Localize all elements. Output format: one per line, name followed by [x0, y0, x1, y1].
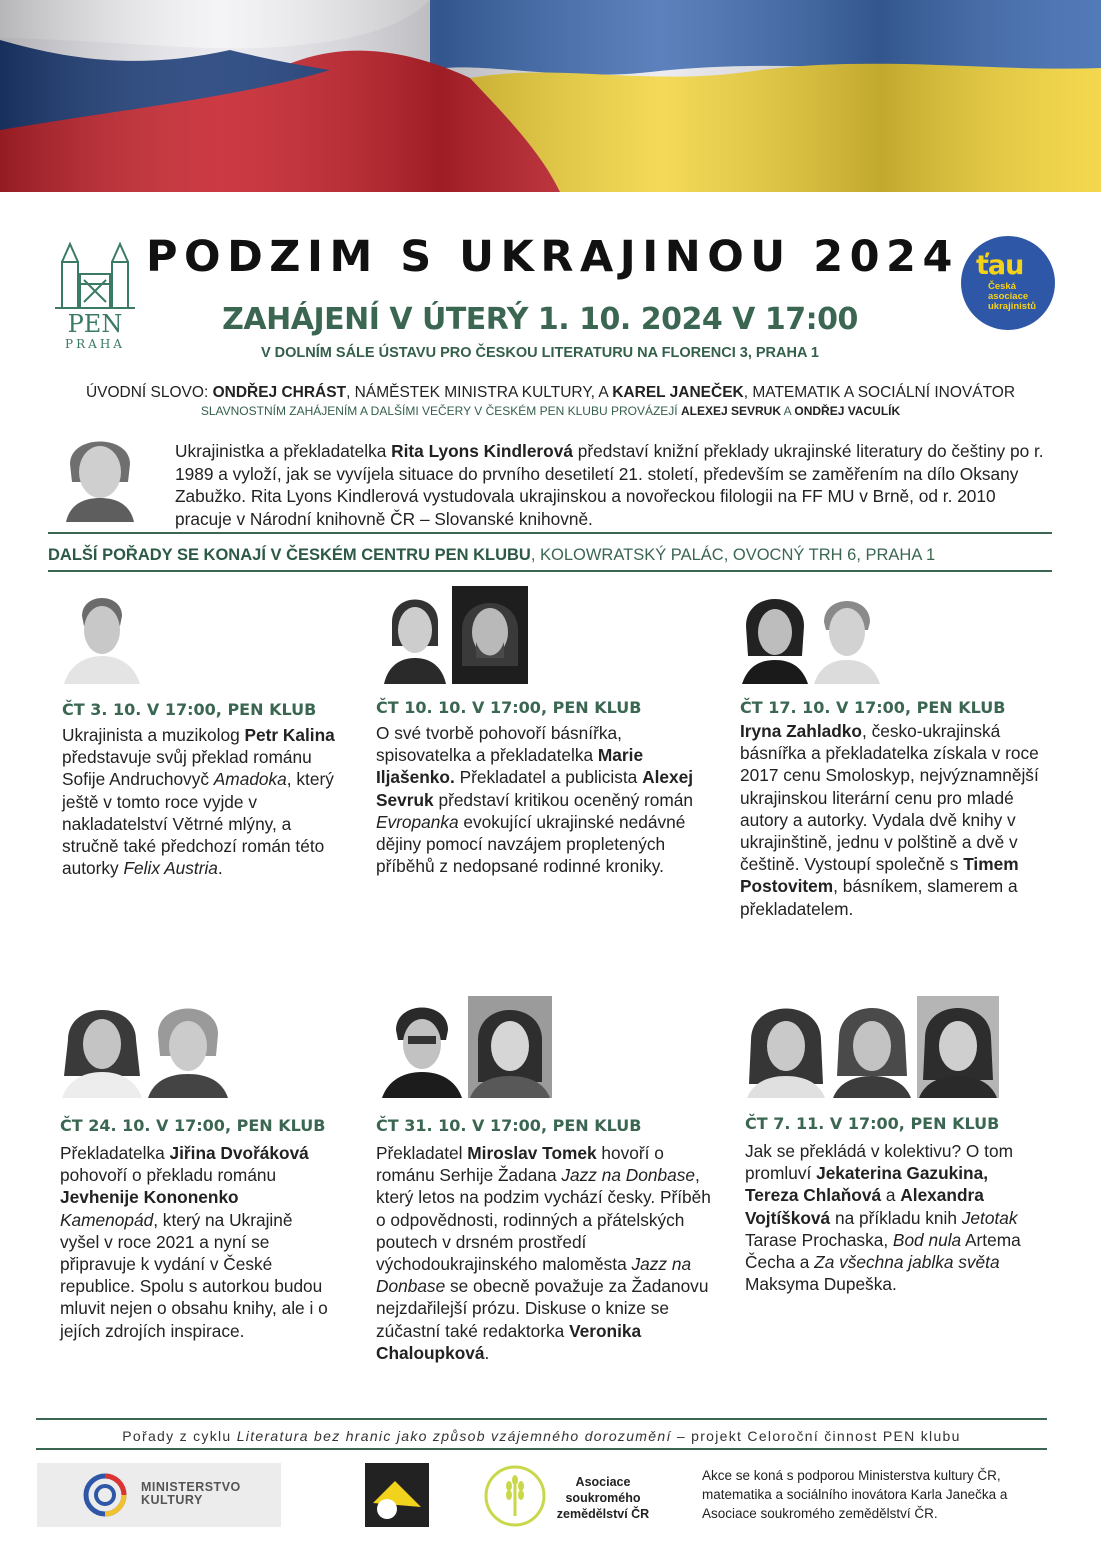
rita-name: Rita Lyons Kindlerová: [391, 441, 573, 461]
event-photos: [60, 996, 360, 1094]
pen-logo-graphic: [50, 234, 140, 352]
tau-association-logo: [961, 236, 1055, 330]
event-description: Překladatel Miroslav Tomek hovoří o románu Serhije Žadana Jazz na Donbase, který letos na podzim vychází česky. Příběh o odpovědnosti, rodinných a přátelských poutech v drsném prostředí východoukrajinského maloměsta Jazz na Donbase se obecně považuje za Žadanovu nejzdařilejší prózu. Diskuse o knize se zúčastní také redaktorka Veronika Chaloupková.: [376, 1143, 711, 1363]
portrait-photo: [380, 586, 450, 684]
intro-hosts-line: SLAVNOSTNÍM ZAHÁJENÍM A DALŠÍMI VEČERY V ČESKÉM PEN KLUBU PROVÁZEJÍ ALEXEJ SEVRUK A ONDŘEJ VACULÍK: [200, 404, 901, 418]
host-name: ONDŘEJ VACULÍK: [794, 404, 901, 418]
portrait-photo: [452, 586, 528, 684]
portrait-photo: [62, 424, 138, 522]
agriculture-association-name: Asociace soukromého zemědělství ČR: [556, 1475, 650, 1521]
event-description: Iryna Zahladko, česko-ukrajinská básnířka a překladatelka získala v roce 2017 cenu Smoloskyp, nejvýznamnější ukrajinskou literární cenu pro mladé autory a autorky. Vydala dvě knihy v ukrajinštině, jednu v polštině a dvě v češtině. Vystoupí společně s Timem Postovitem, básníkem, slamerem a překladatelem.: [740, 721, 1039, 919]
flag-banner: [0, 0, 1101, 192]
event-card-10-10: [376, 586, 694, 877]
event-card-17-10: [740, 586, 1040, 919]
event-card-7-11: [745, 996, 1045, 1295]
event-photos: [740, 586, 1040, 684]
tau-logo-subtitle: Česká asociace ukrajinistů: [988, 281, 1037, 312]
rita-description: Ukrajinistka a překladatelka Rita Lyons Kindlerová představí knižní překlady ukrajinské literatury do češtiny po r. 1989 a vyloží, jak se vyvíjela situace do prvního desetiletí 21. století, především se zaměřením na dílo Oksany Zabužko. Rita Lyons Kindlerová vystudovala ukrajinskou a novořeckou filologii na FF MU v Brně, od r. 2010 pracuje v Národní knihovně ČR – Slovanské knihovně.: [175, 441, 1044, 529]
event-photos: [376, 996, 676, 1094]
rita-portrait-photo: [62, 424, 138, 522]
pen-praha-logo: [50, 234, 140, 352]
event-card-3-10: [62, 586, 362, 879]
speaker-name: ONDŘEJ CHRÁST: [212, 384, 347, 401]
event-photos: [62, 586, 362, 684]
event-date: ČT 31. 10. V 17:00, PEN KLUB: [376, 1116, 642, 1135]
portrait-photo: [917, 996, 999, 1098]
event-date: ČT 17. 10. V 17:00, PEN KLUB: [740, 698, 1006, 717]
divider: [48, 532, 1052, 534]
event-date: ČT 7. 11. V 17:00, PEN KLUB: [745, 1114, 1000, 1133]
support-note: Akce se koná s podporou Ministerstva kultury ČR, matematika a sociálního inovátora Karla Janečka a Asociace soukromého zemědělství ČR.: [702, 1468, 1008, 1521]
portrait-photo: [831, 996, 913, 1098]
divider: [36, 1418, 1047, 1420]
portrait-photo: [60, 996, 144, 1098]
tau-logo-word: ťau: [976, 250, 1024, 281]
page-title: PODZIM S UKRAJINOU 2024: [146, 232, 959, 282]
partner-logo-graphic: [365, 1463, 429, 1527]
event-photos: [745, 996, 1045, 1094]
divider: [48, 570, 1052, 572]
event-description: Ukrajinista a muzikolog Petr Kalina představuje svůj překlad románu Sofije Andruchovyč Amadoka, který ještě v tomto roce vyjde v nakladatelství Větrné mlýny, a stručně také předchozí román této autorky Felix Austria.: [62, 725, 335, 879]
opening-venue: V DOLNÍM SÁLE ÚSTAVU PRO ČESKOU LITERATURU NA FLORENCI 3, PRAHA 1: [260, 345, 819, 361]
agriculture-association-logo: [483, 1464, 547, 1528]
ministry-logo-text: MINISTERSTVO KULTURY: [141, 1480, 241, 1507]
pen-logo-word: PEN: [67, 310, 123, 338]
speaker-name: KAREL JANEČEK: [612, 384, 744, 401]
ministry-of-culture-logo: [37, 1463, 281, 1527]
event-card-24-10: [60, 996, 360, 1341]
event-description: Jak se překládá v kolektivu? O tom promluví Jekaterina Gazukina, Tereza Chlaňová a Alexandra Vojtíšková na příkladu knih Jetotak Tarase Prochaska, Bod nula Artema Čecha a Za všechna jablka světa Maksyma Dupeška.: [745, 1141, 1021, 1295]
partner-logo-dark: [365, 1463, 429, 1527]
intro-speakers-line: ÚVODNÍ SLOVO: ONDŘEJ CHRÁST, NÁMĚSTEK MINISTRA KULTURY, A KAREL JANEČEK, MATEMATIK A SOCIÁLNÍ INOVÁTOR: [85, 384, 1016, 401]
portrait-photo: [745, 996, 827, 1098]
divider: [36, 1448, 1047, 1450]
venue-line: DALŠÍ POŘADY SE KONAJÍ V ČESKÉM CENTRU PEN KLUBU, KOLOWRATSKÝ PALÁC, OVOCNÝ TRH 6, PRAHA 1: [48, 546, 936, 564]
host-name: ALEXEJ SEVRUK: [680, 404, 781, 418]
event-date: ČT 3. 10. V 17:00, PEN KLUB: [62, 700, 317, 719]
event-photos: [376, 586, 676, 684]
event-description: O své tvorbě pohovoří básnířka, spisovatelka a překladatelka Marie Iljašenko. Překladatel a publicista Alexej Sevruk představí kritikou oceněný román Evropanka evokující ukrajinské nedávné dějiny pomocí navzájem propletených příběhů z nedopsané rodinné kroniky.: [376, 723, 694, 877]
portrait-photo: [740, 586, 810, 684]
ministry-logo-icon: [83, 1473, 127, 1517]
portrait-photo: [380, 996, 464, 1098]
opening-title: ZAHÁJENÍ V ÚTERÝ 1. 10. 2024 V 17:00: [222, 302, 858, 337]
czech-ukrainian-flag-image: [0, 0, 1101, 192]
portrait-photo: [146, 996, 230, 1098]
event-description: Překladatelka Jiřina Dvořáková pohovoří o překladu románu Jevhenije Kononenko Kamenopád, který na Ukrajině vyšel v roce 2021 a nyní se připravuje k vydání v České republice. Spolu s autorkou budou mluvit nejen o obsahu knihy, ale i o jejích zdrojích inspirace.: [60, 1143, 328, 1341]
event-date: ČT 10. 10. V 17:00, PEN KLUB: [376, 698, 642, 717]
wheat-icon: [483, 1464, 547, 1528]
event-card-31-10: [376, 996, 711, 1363]
pen-logo-city: PRAHA: [65, 337, 125, 351]
portrait-photo: [812, 586, 882, 684]
series-note: Pořady z cyklu Literatura bez hranic jako způsob vzájemného dorozumění – projekt Celoroční činnost PEN klubu: [122, 1428, 961, 1444]
event-date: ČT 24. 10. V 17:00, PEN KLUB: [60, 1116, 326, 1135]
portrait-photo: [468, 996, 552, 1098]
portrait-photo: [62, 586, 142, 684]
